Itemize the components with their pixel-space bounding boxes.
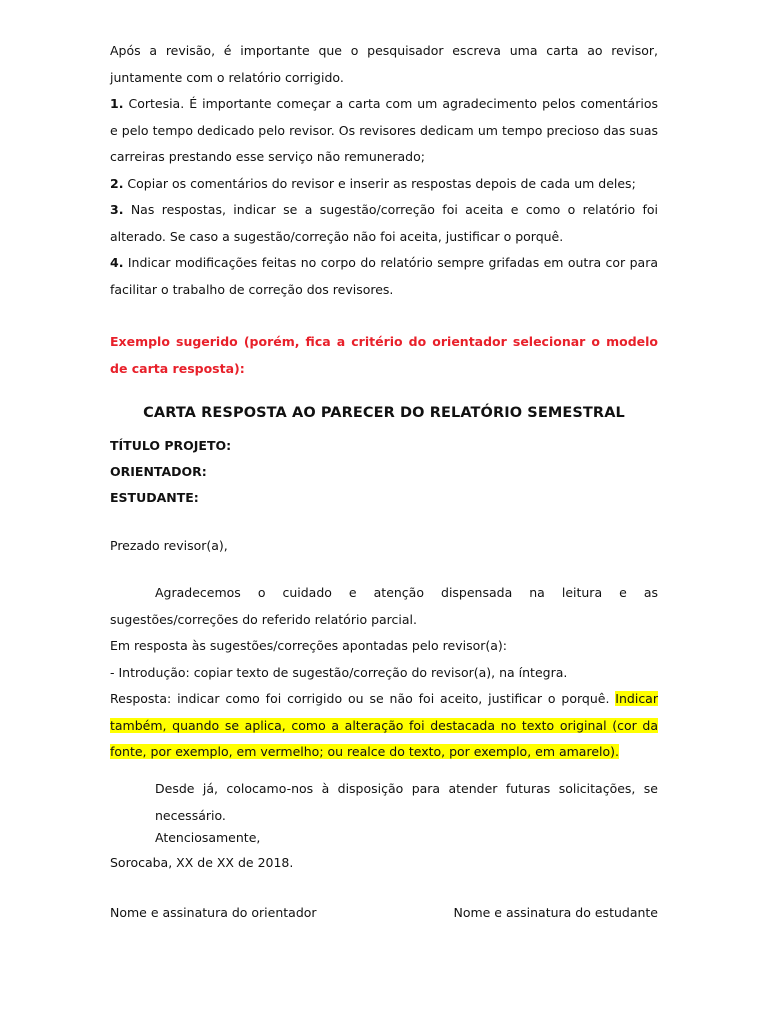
- field-project-title: TÍTULO PROJETO:: [110, 438, 232, 453]
- response-text: Resposta: indicar como foi corrigido ou se não foi aceito, justificar o porquê.: [110, 691, 616, 706]
- instruction-item-4: [110, 250, 658, 303]
- instruction-item-2: [110, 171, 658, 198]
- letter-body-response-intro: Em resposta às sugestões/correções apontadas pelo revisor(a):: [110, 638, 507, 653]
- letter-body-thanks: Agradecemos o cuidado e atenção dispensada na leitura e as sugestões/correções do referido relatório parcial.: [110, 585, 658, 627]
- item-text: Cortesia. É importante começar a carta com um agradecimento pelos comentários e pelo tempo dedicado pelo revisor. Os revisores dedicam um tempo precioso das suas carreiras prestando esse serviço não remunerado;: [110, 96, 658, 164]
- item-number: 1.: [110, 96, 124, 111]
- letter-body-introduction-item: - Introdução: copiar texto de sugestão/correção do revisor(a), na íntegra.: [110, 664, 568, 680]
- signature-advisor: Nome e assinatura do orientador: [110, 905, 317, 920]
- example-note: Exemplo sugerido (porém, fica a critério do orientador selecionar o modelo de carta resposta):: [110, 334, 658, 376]
- instruction-item-3: [110, 197, 658, 250]
- instruction-item-1: [110, 91, 658, 171]
- field-advisor: ORIENTADOR:: [110, 464, 207, 479]
- letter-regards: Atenciosamente,: [155, 830, 261, 845]
- signature-student: Nome e assinatura do estudante: [453, 905, 658, 920]
- instructions-section: [110, 38, 658, 303]
- item-text: Indicar modificações feitas no corpo do relatório sempre grifadas em outra cor para facilitar o trabalho de correção dos revisores.: [110, 255, 658, 297]
- letter-body: [110, 580, 658, 766]
- letter-title: CARTA RESPOSTA AO PARECER DO RELATÓRIO SEMESTRAL: [143, 405, 625, 421]
- item-number: 3.: [110, 202, 124, 217]
- highlighted-instruction: Indicar também, quando se aplica, como a alteração foi destacada no texto original (cor da fonte, por exemplo, em vermelho; ou realce do texto, por exemplo, em amarelo).: [110, 691, 658, 759]
- letter-closing: Desde já, colocamo-nos à disposição para atender futuras solicitações, se necessário.: [155, 781, 658, 823]
- item-text: Copiar os comentários do revisor e inserir as respostas depois de cada um deles;: [123, 175, 636, 191]
- letter-body-response: [110, 686, 658, 766]
- letter-date-place: Sorocaba, XX de XX de 2018.: [110, 855, 294, 870]
- item-text: Nas respostas, indicar se a sugestão/correção foi aceita e como o relatório foi alterado. Se caso a sugestão/correção não foi aceita, justificar o porquê.: [110, 202, 658, 244]
- item-number: 4.: [110, 255, 124, 270]
- field-student: ESTUDANTE:: [110, 490, 199, 505]
- item-number: 2.: [110, 175, 124, 191]
- letter-fields: [110, 433, 658, 511]
- intro-paragraph: Após a revisão, é importante que o pesquisador escreva uma carta ao revisor, juntamente com o relatório corrigido.: [110, 43, 658, 85]
- letter-greeting: Prezado revisor(a),: [110, 538, 228, 553]
